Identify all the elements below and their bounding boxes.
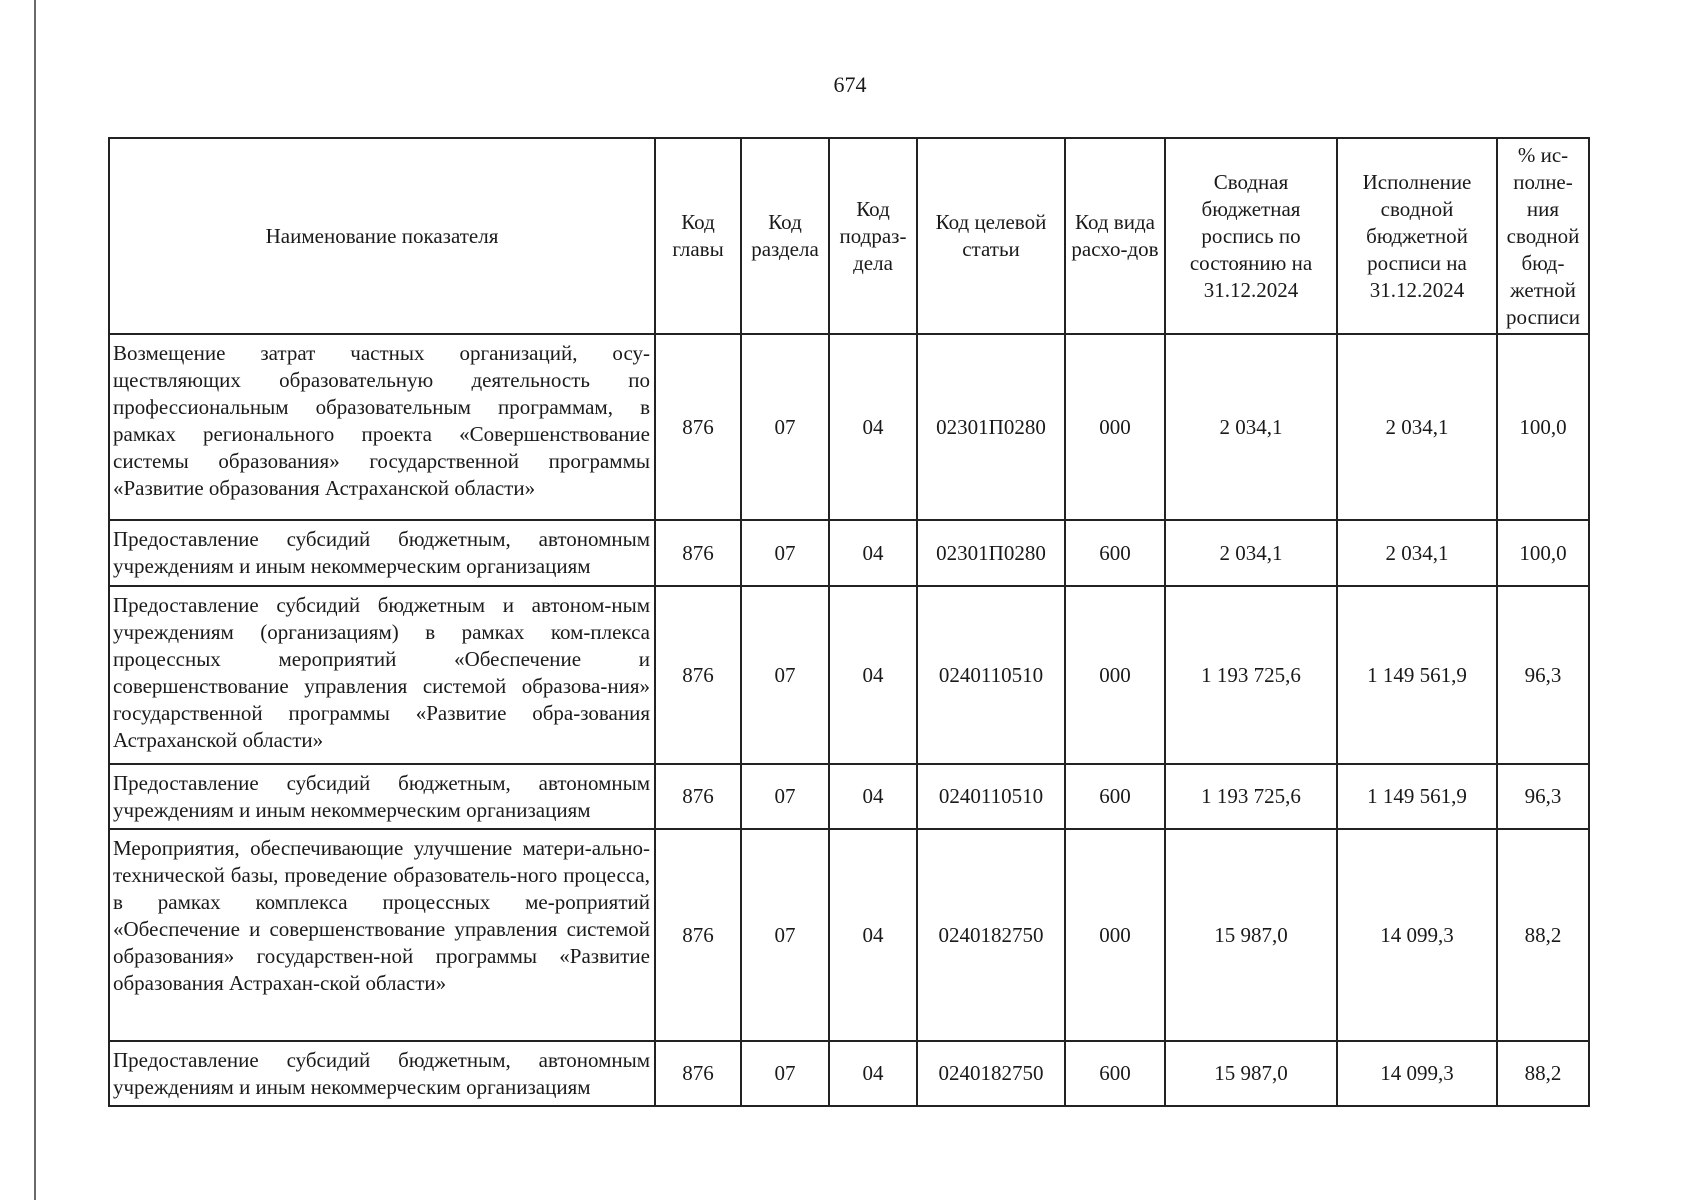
chapter-code: 876 xyxy=(655,334,741,520)
budget-amount: 1 193 725,6 xyxy=(1165,764,1337,829)
execution-amount: 2 034,1 xyxy=(1337,334,1497,520)
indicator-name: Предоставление субсидий бюджетным, автономным учреждениям и иным некоммерческим организациям xyxy=(109,520,655,586)
execution-amount: 1 149 561,9 xyxy=(1337,586,1497,764)
chapter-code: 876 xyxy=(655,586,741,764)
header-name: Наименование показателя xyxy=(109,138,655,334)
execution-amount: 1 149 561,9 xyxy=(1337,764,1497,829)
expense-type-code: 600 xyxy=(1065,764,1165,829)
header-subsection-code: Код подраз-дела xyxy=(829,138,917,334)
execution-percent: 88,2 xyxy=(1497,829,1589,1041)
section-code: 07 xyxy=(741,586,829,764)
target-code: 0240110510 xyxy=(917,764,1065,829)
table-row xyxy=(109,1041,1589,1106)
expense-type-code: 000 xyxy=(1065,829,1165,1041)
section-code: 07 xyxy=(741,1041,829,1106)
header-section-code: Код раздела xyxy=(741,138,829,334)
section-code: 07 xyxy=(741,829,829,1041)
table-row xyxy=(109,334,1589,520)
execution-amount: 14 099,3 xyxy=(1337,1041,1497,1106)
subsection-code: 04 xyxy=(829,520,917,586)
expense-type-code: 600 xyxy=(1065,1041,1165,1106)
budget-amount: 1 193 725,6 xyxy=(1165,586,1337,764)
indicator-name: Предоставление субсидий бюджетным и автоном-ным учреждениям (организациям) в рамках ком-плекса процессных мероприятий «Обеспечение и совершенствование управления системой образова-ния» государственной программы «Развитие обра-зования Астраханской области» xyxy=(109,586,655,764)
execution-percent: 96,3 xyxy=(1497,586,1589,764)
indicator-name: Предоставление субсидий бюджетным, автономным учреждениям и иным некоммерческим организациям xyxy=(109,1041,655,1106)
table-row xyxy=(109,829,1589,1041)
section-code: 07 xyxy=(741,520,829,586)
expense-type-code: 000 xyxy=(1065,334,1165,520)
expense-type-code: 000 xyxy=(1065,586,1165,764)
chapter-code: 876 xyxy=(655,520,741,586)
execution-percent: 100,0 xyxy=(1497,334,1589,520)
indicator-name: Возмещение затрат частных организаций, осу-ществляющих образовательную деятельность по профессиональным образовательным программам, в рамках регионального проекта «Совершенствование системы образования» государственной программы «Развитие образования Астраханской области» xyxy=(109,334,655,520)
header-budget-amount: Сводная бюджетная роспись по состоянию на 31.12.2024 xyxy=(1165,138,1337,334)
budget-amount: 2 034,1 xyxy=(1165,520,1337,586)
table-row xyxy=(109,586,1589,764)
target-code: 02301П0280 xyxy=(917,520,1065,586)
subsection-code: 04 xyxy=(829,829,917,1041)
target-code: 0240110510 xyxy=(917,586,1065,764)
section-code: 07 xyxy=(741,334,829,520)
header-chapter-code: Код главы xyxy=(655,138,741,334)
budget-amount: 15 987,0 xyxy=(1165,1041,1337,1106)
header-execution-amount: Исполнение сводной бюджетной росписи на 31.12.2024 xyxy=(1337,138,1497,334)
execution-percent: 88,2 xyxy=(1497,1041,1589,1106)
subsection-code: 04 xyxy=(829,586,917,764)
section-code: 07 xyxy=(741,764,829,829)
subsection-code: 04 xyxy=(829,1041,917,1106)
execution-amount: 14 099,3 xyxy=(1337,829,1497,1041)
budget-execution-table xyxy=(108,137,1590,1107)
chapter-code: 876 xyxy=(655,764,741,829)
page-number: 674 xyxy=(833,72,867,97)
subsection-code: 04 xyxy=(829,334,917,520)
target-code: 0240182750 xyxy=(917,829,1065,1041)
header-execution-percent: % ис-полне-ния сводной бюд-жетной росписи xyxy=(1497,138,1589,334)
execution-percent: 96,3 xyxy=(1497,764,1589,829)
expense-type-code: 600 xyxy=(1065,520,1165,586)
subsection-code: 04 xyxy=(829,764,917,829)
table-row xyxy=(109,520,1589,586)
table-row xyxy=(109,764,1589,829)
execution-percent: 100,0 xyxy=(1497,520,1589,586)
target-code: 02301П0280 xyxy=(917,334,1065,520)
budget-amount: 15 987,0 xyxy=(1165,829,1337,1041)
table-header-row xyxy=(109,138,1589,334)
budget-amount: 2 034,1 xyxy=(1165,334,1337,520)
header-target-code: Код целевой статьи xyxy=(917,138,1065,334)
chapter-code: 876 xyxy=(655,829,741,1041)
target-code: 0240182750 xyxy=(917,1041,1065,1106)
scan-edge-line xyxy=(34,0,36,1200)
chapter-code: 876 xyxy=(655,1041,741,1106)
header-expense-type-code: Код вида расхо-дов xyxy=(1065,138,1165,334)
indicator-name: Предоставление субсидий бюджетным, автономным учреждениям и иным некоммерческим организациям xyxy=(109,764,655,829)
indicator-name: Мероприятия, обеспечивающие улучшение матери-ально-технической базы, проведение образователь-ного процесса, в рамках комплекса процессных ме-роприятий «Обеспечение и совершенствование управления системой образования» государствен-ной программы «Развитие образования Астрахан-ской области» xyxy=(109,829,655,1041)
execution-amount: 2 034,1 xyxy=(1337,520,1497,586)
